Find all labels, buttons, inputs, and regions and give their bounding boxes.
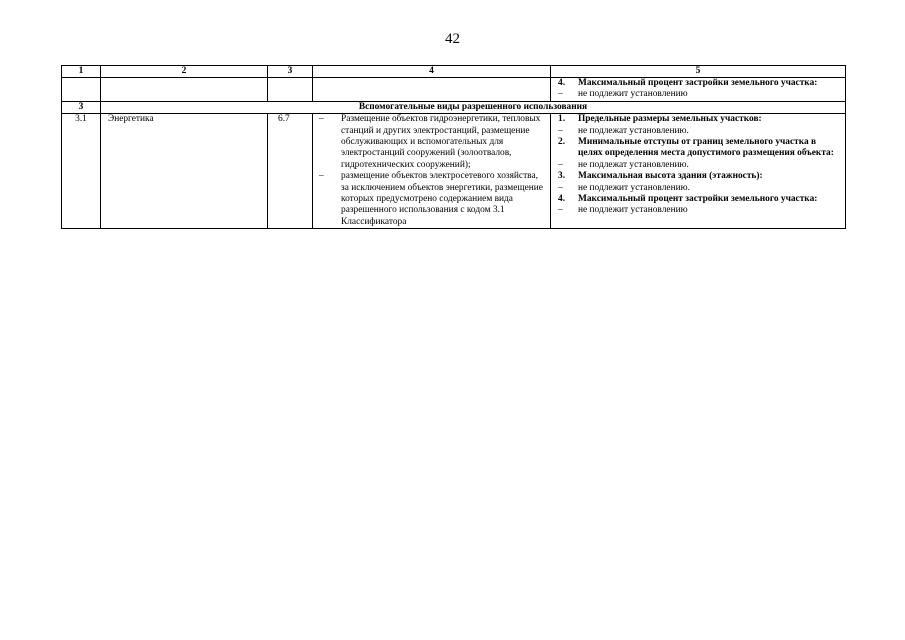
row-code: 6.7 <box>268 114 313 229</box>
item-marker: – <box>558 125 563 136</box>
list-item <box>554 78 842 89</box>
item-marker: 1. <box>558 114 566 125</box>
item-text: не подлежит установлению <box>578 205 688 216</box>
item-marker: 2. <box>558 137 566 148</box>
continuation-cell-2 <box>101 78 268 102</box>
zoning-table <box>61 65 846 229</box>
list-item <box>316 114 547 171</box>
section-number: 3 <box>62 101 101 113</box>
header-cell-2: 2 <box>101 66 268 78</box>
row-params <box>551 114 846 229</box>
table-row <box>62 114 846 229</box>
item-marker: – <box>319 114 324 125</box>
section-title: Вспомогательные виды разрешенного использования <box>101 101 846 113</box>
item-text: Предельные размеры земельных участков: <box>578 114 762 125</box>
list-item <box>554 114 842 125</box>
list-item <box>554 205 842 216</box>
list-item <box>554 183 842 194</box>
item-text: Максимальный процент застройки земельного участка: <box>578 78 818 88</box>
item-marker: – <box>558 182 563 193</box>
item-marker: 4. <box>558 78 566 88</box>
item-text: не подлежит установлению. <box>578 182 690 193</box>
page-number: 42 <box>445 31 460 47</box>
item-text: Максимальный процент застройки земельного участка: <box>578 194 818 205</box>
list-item <box>554 126 842 137</box>
list-item <box>316 171 547 228</box>
item-marker: – <box>558 89 563 100</box>
item-text: Размещение объектов гидроэнергетики, тепловых станций и других электростанций, размещение обслуживающих и вспомогательных для электростанций сооружений (золоотвалов, гидротехнических сооружений); <box>341 114 541 170</box>
list-item <box>554 89 842 100</box>
header-cell-1: 1 <box>62 66 101 78</box>
row-name: Энергетика <box>101 114 268 229</box>
header-cell-5: 5 <box>551 66 846 78</box>
item-marker: 4. <box>558 194 566 205</box>
continuation-cell-3 <box>268 78 313 102</box>
continuation-row <box>62 78 846 102</box>
item-marker: – <box>558 159 563 170</box>
item-text: размещение объектов электросетевого хозяйства, за исключением объектов энергетики, размещение которых предусмотрено содержанием вида разрешенного использования с кодом 3.1 Классификатора <box>341 171 543 227</box>
continuation-cell-1 <box>62 78 101 102</box>
table-header-row <box>62 66 846 78</box>
continuation-params-cell <box>551 78 846 102</box>
row-description <box>313 114 551 229</box>
list-item <box>554 171 842 182</box>
item-marker: 3. <box>558 171 566 182</box>
item-text: не подлежит установлению <box>578 89 688 100</box>
item-marker: – <box>558 205 563 216</box>
list-item <box>554 137 842 160</box>
item-text: не подлежат установлению. <box>578 159 689 170</box>
item-text: Максимальная высота здания (этажность): <box>578 171 763 182</box>
item-text: Минимальные отступы от границ земельного участка в целях определения места допустимого размещения объекта: <box>578 137 834 159</box>
section-row <box>62 101 846 113</box>
continuation-cell-4 <box>313 78 551 102</box>
header-cell-4: 4 <box>313 66 551 78</box>
row-number: 3.1 <box>62 114 101 229</box>
list-item <box>554 194 842 205</box>
item-marker: – <box>319 171 324 182</box>
item-text: не подлежат установлению. <box>578 125 689 136</box>
list-item <box>554 160 842 171</box>
header-cell-3: 3 <box>268 66 313 78</box>
